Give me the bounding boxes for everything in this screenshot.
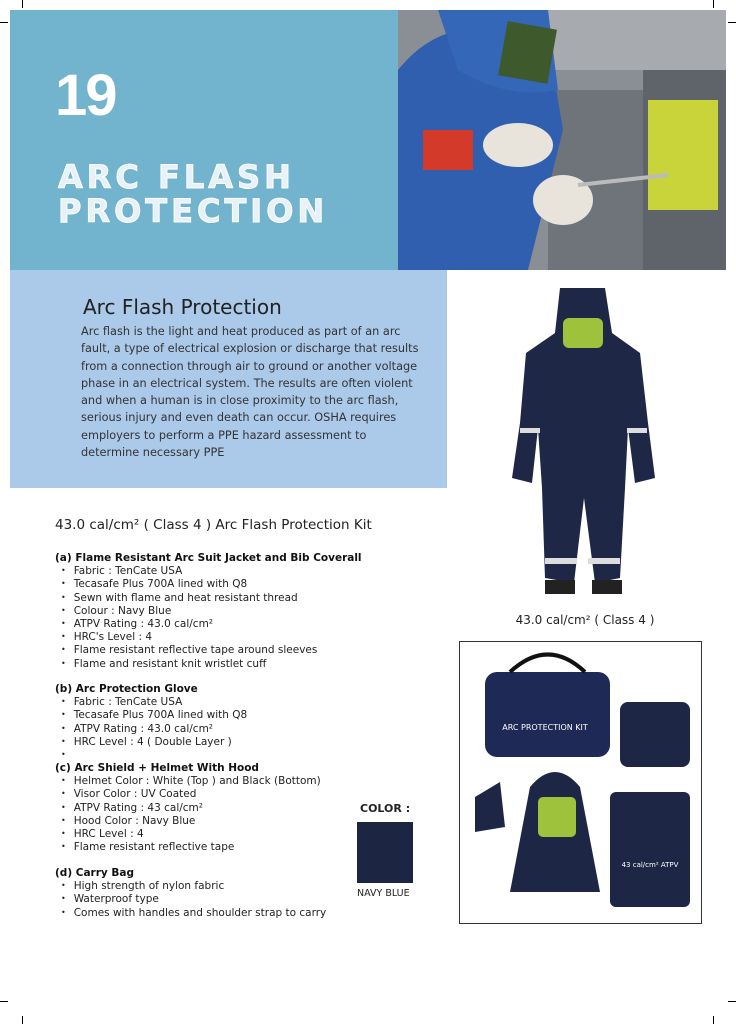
- list-item: • Helmet Color : White (Top ) and Black (Bottom): [61, 775, 321, 788]
- list-item: • HRC's Level : 4: [61, 631, 362, 644]
- bag-label: ARC PROTECTION KIT: [502, 723, 588, 732]
- crop-mark: [22, 0, 23, 8]
- section-bag: [55, 867, 326, 920]
- color-name: NAVY BLUE: [357, 888, 410, 899]
- crop-mark: [0, 22, 8, 23]
- hero-banner: [10, 10, 398, 270]
- crop-mark: [728, 1001, 736, 1002]
- suit-caption: 43.0 cal/cm² ( Class 4 ): [515, 613, 655, 627]
- list-item: • Fabric : TenCate USA: [61, 696, 247, 709]
- intro-panel: [10, 270, 447, 488]
- list-item: [61, 749, 247, 762]
- arc-suit-image: [500, 288, 665, 600]
- worker-photo: [398, 10, 726, 270]
- list-item: • HRC Level : 4: [61, 828, 321, 841]
- list-item: • ATPV Rating : 43.0 cal/cm²: [61, 723, 247, 736]
- section-heading: (d) Carry Bag: [55, 867, 135, 879]
- list-item: • Waterproof type: [61, 893, 326, 906]
- list-item: • Colour : Navy Blue: [61, 605, 362, 618]
- section-heading: (a) Flame Resistant Arc Suit Jacket and Bib Coverall: [55, 552, 362, 564]
- list-item: • Hood Color : Navy Blue: [61, 815, 321, 828]
- list-item: • Tecasafe Plus 700A lined with Q8: [61, 709, 247, 722]
- crop-mark: [713, 1016, 714, 1024]
- list-item: • ATPV Rating : 43.0 cal/cm²: [61, 618, 362, 631]
- list-item: • Flame resistant reflective tape around sleeves: [61, 644, 362, 657]
- list-item: • High strength of nylon fabric: [61, 880, 326, 893]
- intro-body: Arc flash is the light and heat produced as part of an arc fault, a type of electrical explosion or discharge that results from a connection through air to ground or another voltage phase in an electrical system. The results are often violent and when a human is in close proximity to the arc flash, serious injury and even death can occur. OSHA requires employers to perform a PPE hazard assessment to determine necessary PPE: [81, 325, 419, 460]
- section-heading: (c) Arc Shield + Helmet With Hood: [55, 762, 259, 774]
- intro-heading: Arc Flash Protection: [83, 295, 282, 319]
- list-item: • Tecasafe Plus 700A lined with Q8: [61, 578, 362, 591]
- hero-title-line1: ARC FLASH: [58, 158, 295, 196]
- crop-mark: [728, 22, 736, 23]
- crop-mark: [0, 1001, 8, 1002]
- section-helmet: [55, 762, 321, 854]
- section-heading: (b) Arc Protection Glove: [55, 683, 198, 695]
- color-label: COLOR :: [360, 802, 411, 815]
- list-item: • Sewn with flame and heat resistant thread: [61, 592, 362, 605]
- section-glove: [55, 683, 247, 762]
- page-number: 19: [55, 63, 116, 128]
- list-item: • Flame resistant reflective tape: [61, 841, 321, 854]
- list-item: • Fabric : TenCate USA: [61, 565, 362, 578]
- kit-image: [459, 641, 702, 924]
- list-item: • Comes with handles and shoulder strap to carry: [61, 907, 326, 920]
- list-item: • Flame and resistant knit wristlet cuff: [61, 658, 362, 671]
- section-jacket: [55, 552, 362, 671]
- list-item: • Visor Color : UV Coated: [61, 788, 321, 801]
- hero-title-line2: PROTECTION: [58, 192, 329, 230]
- crop-mark: [713, 0, 714, 8]
- hero-title: [58, 160, 328, 228]
- list-item: • ATPV Rating : 43 cal/cm²: [61, 802, 321, 815]
- kit-badge: 43 cal/cm² ATPV: [621, 861, 679, 869]
- kit-title: 43.0 cal/cm² ( Class 4 ) Arc Flash Protection Kit: [55, 517, 372, 533]
- color-swatch: [357, 822, 413, 883]
- list-item: • HRC Level : 4 ( Double Layer ): [61, 736, 247, 749]
- crop-mark: [22, 1016, 23, 1024]
